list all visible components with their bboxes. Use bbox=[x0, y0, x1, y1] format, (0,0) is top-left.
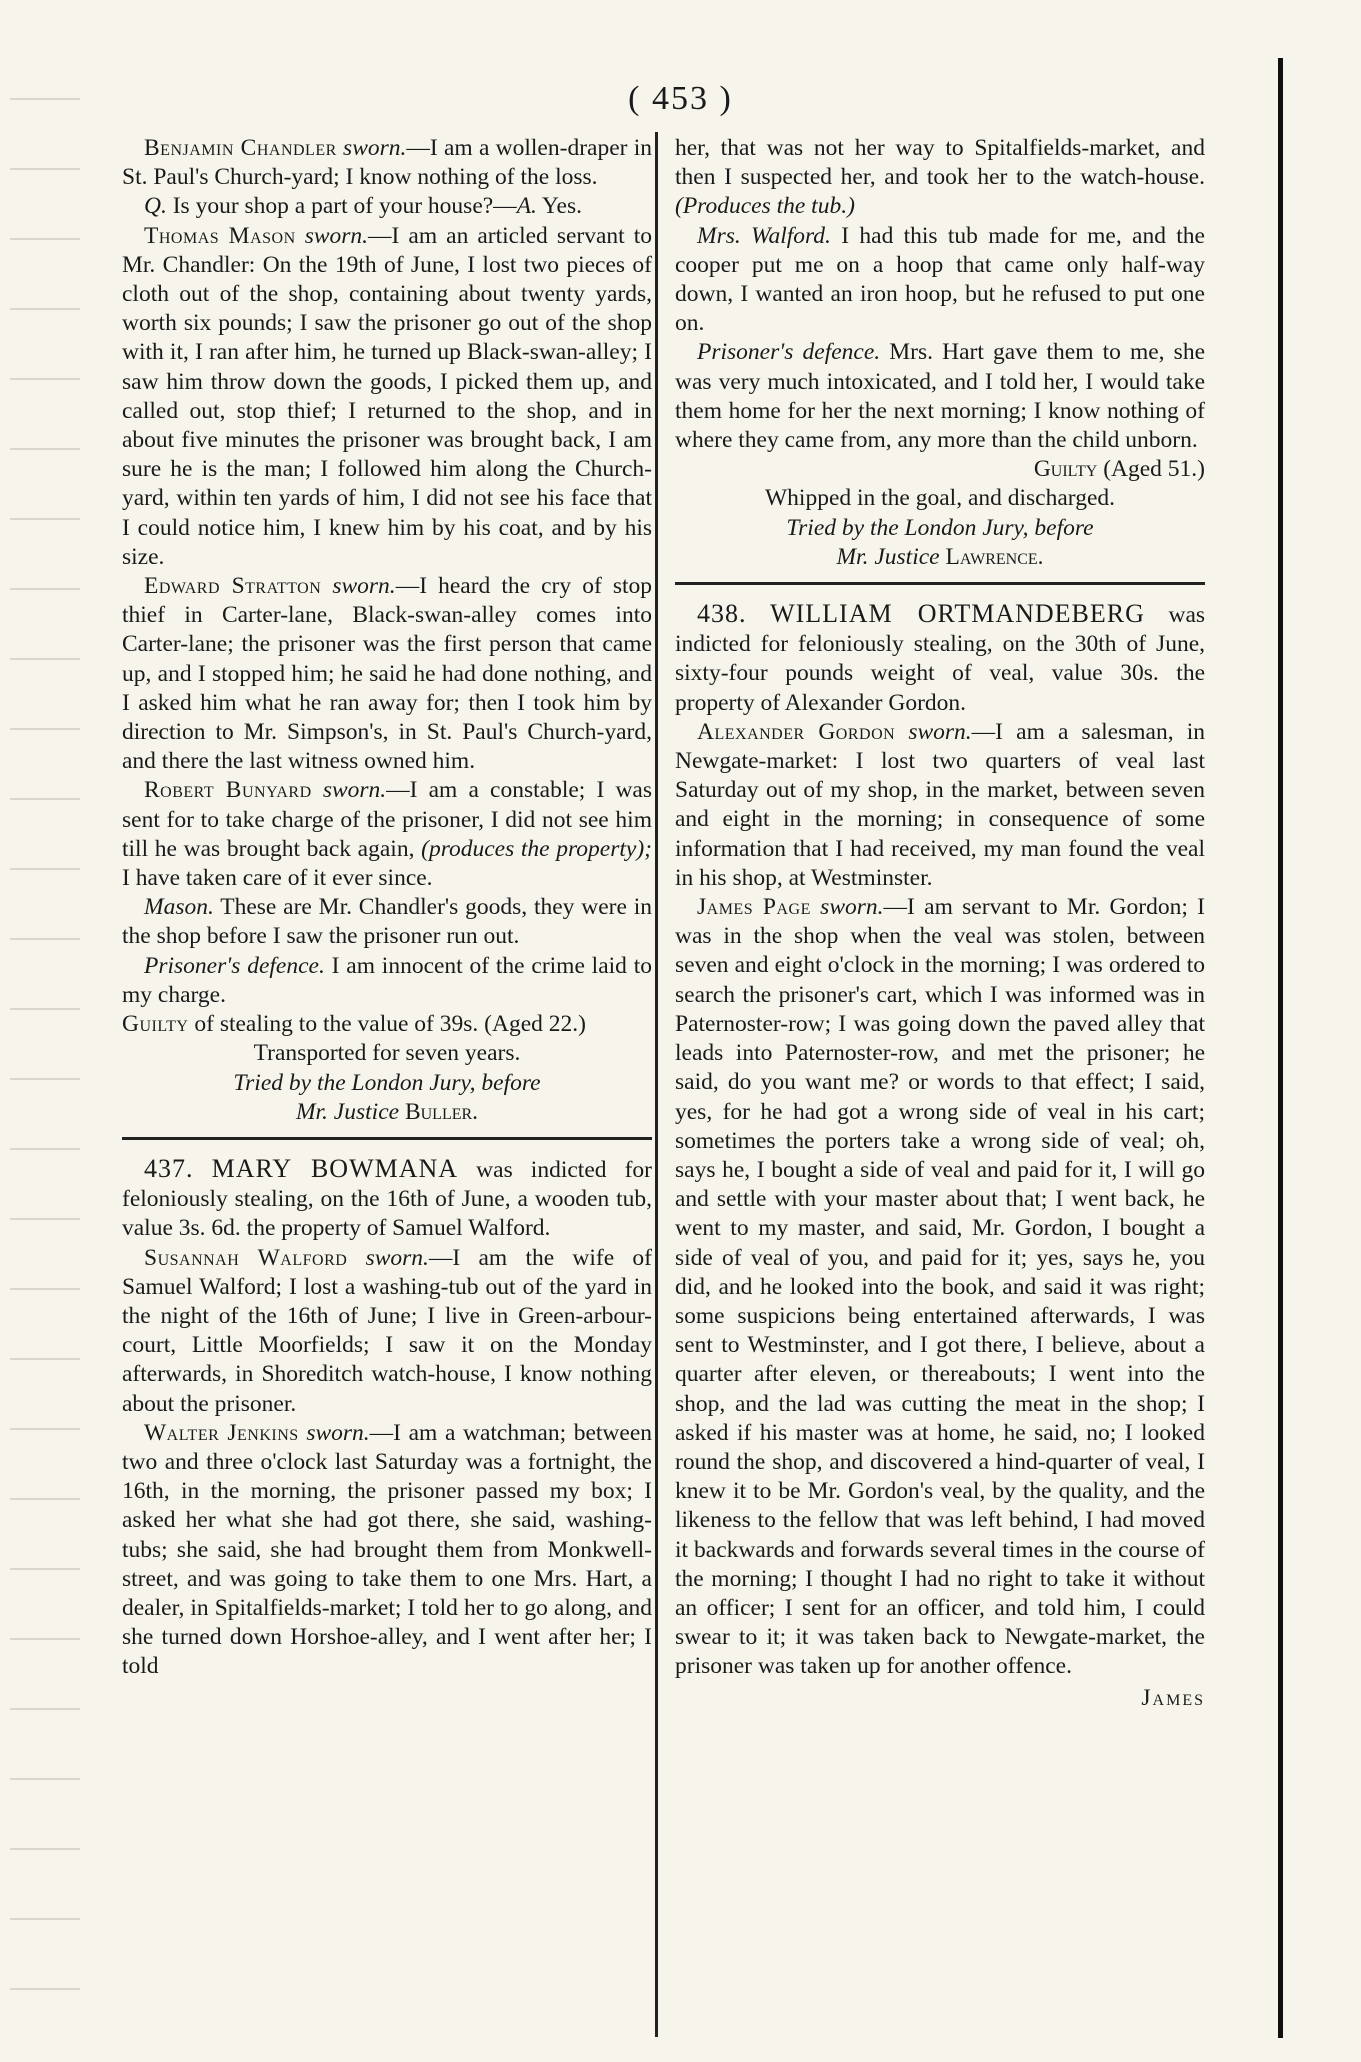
case-separator bbox=[675, 582, 1205, 585]
judge-name: Buller. bbox=[404, 1098, 479, 1125]
judge-name: Lawrence. bbox=[945, 543, 1044, 570]
testimony-text: I have taken care of it ever since. bbox=[122, 865, 433, 892]
testimony-continuation bbox=[675, 134, 1205, 222]
page-edge-rule bbox=[1278, 58, 1283, 2038]
testimony-bunyard bbox=[122, 776, 652, 893]
verdict-text: of stealing to the value of 39s. (Aged 22.) bbox=[188, 1011, 586, 1038]
verdict-text: (Aged 51.) bbox=[1097, 456, 1205, 483]
testimony-text: —I am servant to Mr. Gordon; I was in the shop when the veal was stolen, between seven and eight o'clock in the morning; I was ordered to search the prisoner's cart, which I was informed was in Paternoster-row; I was going down the paved alley that leads into Paternoster-row, and met the prisoner; he said, do you want me? or words to that effect; I said, yes, for he had got a wrong side of veal in his cart; sometimes the porters take a wrong side of veal; oh, says he, I bought a side of veal and paid for it, I will go and settle with your master about that; I went back, he went to my master, and said, Mr. Gordon, I bought a side of veal of you, and paid for it; yes, says he, you did, and he looked into the book, and said it was right; some suspicions being entertained afterwards, I was sent to Westminster, and I got there, I believe, about a quarter after eleven, or thereabouts; I went into the shop, and the lad was cutting the meat in the shop; I asked if his master was at home, he said, no; I looked round the shop, and discovered a hind-quarter of veal, I knew it to be Mr. Gordon's veal, by the quality, and the likeness to the fellow that was left behind, I had moved it backwards and forwards several times in the course of the morning; I thought I had no right to take it without an officer; I sent for an officer, and told him, I could swear to it; it was taken back to Newgate-market, the prisoner was taken up for another offence. bbox=[675, 894, 1205, 1680]
defence-label: Prisoner's defence. bbox=[144, 952, 325, 979]
indictment-text: was indicted for feloniously stealing, on the 30th of June, sixty-four pounds weight of veal, value 30s. the property of Alexander Gordon. bbox=[675, 602, 1206, 716]
verdict-word: Guilty bbox=[1033, 456, 1098, 483]
judge-title: Mr. Justice bbox=[295, 1098, 400, 1125]
defendant-name: WILLIAM ORTMANDEBERG bbox=[770, 599, 1145, 629]
statement-text: I had this tub made for me, and the cooper put me on a hoop that came only half-way down, I wanted an iron hoop, but he refused to put one on. bbox=[675, 222, 1205, 337]
testimony-chandler bbox=[122, 134, 652, 192]
tried-by: Tried by the London Jury, before bbox=[786, 514, 1094, 541]
prisoner-defence bbox=[122, 952, 652, 1010]
sworn-label: sworn. bbox=[322, 777, 387, 804]
case-separator bbox=[122, 1137, 652, 1140]
sworn-label: sworn. bbox=[304, 222, 369, 249]
question-label: Q. bbox=[144, 193, 167, 220]
sworn-label: sworn. bbox=[343, 135, 407, 161]
statement-mrs-walford bbox=[675, 222, 1205, 339]
case-heading bbox=[122, 1154, 652, 1244]
verdict-word: Guilty bbox=[122, 1011, 189, 1038]
sworn-label: sworn. bbox=[306, 1419, 370, 1446]
page-number: ( 453 ) bbox=[628, 80, 733, 117]
question-text: Is your shop a part of your house?— bbox=[166, 193, 517, 220]
statement-text: These are Mr. Chandler's goods, they were in the shop before I saw the prisoner run out. bbox=[122, 894, 652, 950]
defence-label: Prisoner's defence. bbox=[697, 339, 881, 366]
testimony-stratton bbox=[122, 572, 652, 776]
speaker-label: Mrs. Walford. bbox=[697, 222, 831, 249]
case-number: 437. bbox=[144, 1153, 194, 1183]
right-column bbox=[675, 134, 1205, 1713]
prisoner-defence bbox=[675, 338, 1205, 455]
judge-title: Mr. Justice bbox=[836, 543, 940, 570]
testimony-page bbox=[675, 893, 1205, 1681]
testimony-text: —I am a watchman; between two and three o'clock last Saturday was a fortnight, the 16th, in the morning, the prisoner passed my box; I asked her what she had got there, she said, washing-tubs; she said, she had brought them from Monkwell-street, and was going to take them to one Mrs. Hart, a dealer, in Spitalfields-market; I told her to go along, and she turned down Horshoe-alley, and I went after her; I told bbox=[122, 1419, 653, 1680]
statement-mason bbox=[122, 893, 652, 951]
sworn-label: sworn. bbox=[820, 894, 884, 921]
sworn-label: sworn. bbox=[908, 718, 972, 745]
case-heading bbox=[675, 599, 1205, 718]
judge-line bbox=[122, 1098, 652, 1127]
sworn-label: sworn. bbox=[365, 1244, 429, 1271]
testimony-text: —I am an articled servant to Mr. Chandler: On the 19th of June, I lost two pieces of cloth out of the shop, containing about twenty yards, worth six pounds; I saw the prisoner go out of the shop with it, I ran after him, he turned up Black-swan-alley; I saw him throw down the goods, I picked them up, and called out, stop thief; I returned to the shop, and in about five minutes the prisoner was brought back, I am sure he is the man; I followed him along the Church-yard, within ten yards of him, I did not see his face that I could notice him, I knew him by his coat, and by his size. bbox=[122, 222, 653, 570]
question-answer bbox=[122, 192, 652, 221]
witness-name: Alexander Gordon bbox=[697, 718, 896, 745]
verdict-line bbox=[675, 455, 1205, 484]
testimony-gordon bbox=[675, 718, 1205, 893]
testimony-text: her, that was not her way to Spitalfields-market, and then I suspected her, and took her to the watch-house. bbox=[675, 135, 1205, 191]
left-column bbox=[122, 134, 652, 1682]
defence-text: Mrs. Hart gave them to me, she was very much intoxicated, and I told her, I would take them home for her the next morning; I know nothing of where they came from, any more than the child unborn. bbox=[675, 339, 1206, 454]
testimony-text: —I am the wife of Samuel Walford; I lost a washing-tub out of the yard in the night of the 16th of June; I live in Green-arbour-court, Little Moorfields; I saw it on the Monday afterwards, in Shoreditch watch-house, I know nothing about the prisoner. bbox=[122, 1244, 653, 1417]
testimony-text: —I am a wollen-draper in St. Paul's Church-yard; I know nothing of the loss. bbox=[122, 135, 652, 191]
witness-name: Walter Jenkins bbox=[144, 1419, 299, 1446]
witness-name: Benjamin Chandler bbox=[144, 135, 337, 161]
indictment-text: was indicted for feloniously stealing, on the 16th of June, a wooden tub, value 3s. 6d. the property of Samuel Walford. bbox=[122, 1156, 653, 1242]
column-divider bbox=[655, 132, 658, 2037]
catchword: James bbox=[1141, 1684, 1205, 1711]
verdict-line bbox=[122, 1010, 652, 1039]
witness-name: James Page bbox=[697, 894, 811, 921]
testimony-text: —I heard the cry of stop thief in Carter-lane, Black-swan-alley comes into Carter-lane; the prisoner was the first person that came up, and I stopped him; he said he had done nothing, and I asked him what he ran away for; then I took him by direction to Mr. Simpson's, in St. Paul's Church-yard, and there the last witness owned him. bbox=[122, 573, 653, 775]
answer-text: Yes. bbox=[536, 193, 582, 220]
tried-by: Tried by the London Jury, before bbox=[233, 1069, 541, 1096]
witness-name: Thomas Mason bbox=[144, 222, 296, 249]
witness-name: Edward Stratton bbox=[144, 573, 322, 600]
testimony-susannah-walford bbox=[122, 1244, 652, 1419]
case-number: 438. bbox=[697, 599, 747, 629]
stage-direction: (Produces the tub.) bbox=[675, 193, 855, 220]
answer-label: A. bbox=[516, 193, 537, 220]
defence-text: I am innocent of the crime laid to my charge. bbox=[122, 952, 652, 1008]
sentence: Transported for seven years. bbox=[253, 1040, 521, 1067]
testimony-text: —I am a salesman, in Newgate-market: I lost two quarters of veal last Saturday out of my shop, in the market, between seven and eight in the morning; in consequence of some information that I had received, my man found the veal in his shop, at Westminster. bbox=[675, 718, 1205, 891]
sworn-label: sworn. bbox=[332, 573, 396, 600]
testimony-jenkins bbox=[122, 1419, 652, 1682]
judge-line bbox=[675, 543, 1205, 572]
defendant-name: MARY BOWMANA bbox=[211, 1153, 459, 1183]
speaker-label: Mason. bbox=[144, 894, 214, 921]
testimony-text: —I am a constable; I was sent for to take charge of the prisoner, I did not see him till he was brought back again, bbox=[122, 777, 652, 862]
stage-direction: (produces the property); bbox=[421, 835, 652, 862]
margin-bleed-marks bbox=[10, 60, 80, 2000]
sentence: Whipped in the goal, and discharged. bbox=[764, 485, 1115, 512]
witness-name: Susannah Walford bbox=[144, 1244, 348, 1271]
testimony-mason bbox=[122, 222, 652, 572]
witness-name: Robert Bunyard bbox=[144, 777, 312, 804]
